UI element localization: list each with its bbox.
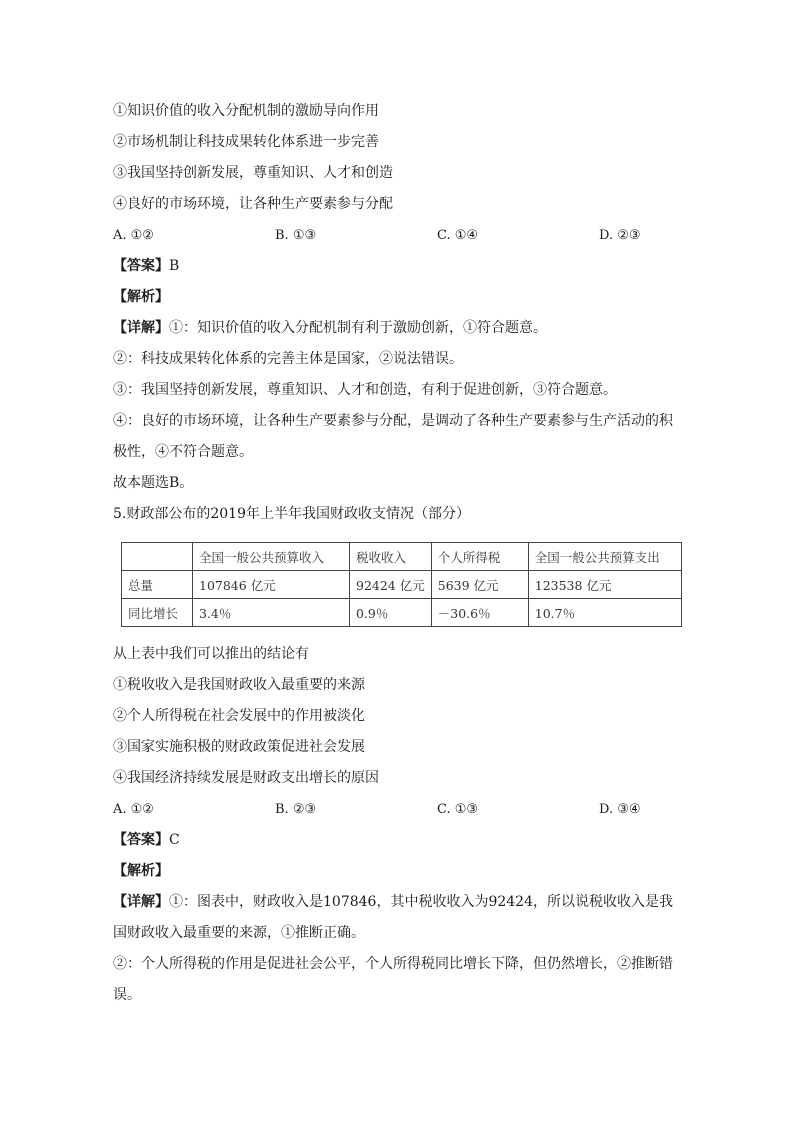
table-row [122, 571, 682, 599]
q4-detail-4: ④：良好的市场环境，让各种生产要素参与分配，是调动了各种生产要素参与生产活动的积极性，④不符合题意。 [113, 413, 673, 460]
table-cell: 10.7％ [528, 599, 681, 627]
document-page [113, 96, 683, 1011]
q4-answer-value: B [169, 258, 180, 274]
table-header-row [122, 543, 682, 571]
table-cell: 0.9％ [350, 599, 432, 627]
q5-statement-2: ②个人所得税在社会发展中的作用被淡化 [113, 708, 365, 724]
q4-detail-2: ②：科技成果转化体系的完善主体是国家，②说法错误。 [113, 351, 463, 367]
q5-option-c: C. ①③ [437, 802, 479, 817]
table-header-cell: 全国一般公共预算收入 [193, 543, 350, 571]
q5-answer [113, 825, 683, 856]
q5-detail-1 [113, 887, 683, 949]
q4-detail-3: ③：我国坚持创新发展，尊重知识、人才和创造，有利于促进创新，③符合题意。 [113, 382, 617, 398]
q5-option-b: B. ②③ [275, 802, 317, 817]
table-cell: 5639 亿元 [431, 571, 528, 599]
q4-option-c: C. ①④ [437, 228, 479, 243]
q5-option-d: D. ③④ [599, 802, 641, 817]
q4-detail-1 [113, 313, 683, 344]
fiscal-table [121, 542, 682, 627]
table-header-cell: 个人所得税 [431, 543, 528, 571]
q5-analysis-heading [113, 856, 683, 887]
q5-detail-2: ②：个人所得税的作用是促进社会公平，个人所得税同比增长下降，但仍然增长，②推断错误。 [113, 956, 673, 1003]
q5-statement-1: ①税收收入是我国财政收入最重要的来源 [113, 677, 365, 693]
q5-option-a: A. ①② [113, 802, 154, 817]
q5-prompt: 从上表中我们可以推出的结论有 [113, 646, 309, 662]
table-cell: －30.6％ [431, 599, 528, 627]
q5-detail-tag: 【详解】 [113, 894, 169, 910]
table-header-cell: 全国一般公共预算支出 [528, 543, 681, 571]
table-header-cell [122, 543, 193, 571]
q4-option-a: A. ①② [113, 228, 154, 243]
q4-statement-2: ②市场机制让科技成果转化体系进一步完善 [113, 134, 379, 150]
q5-analysis-tag: 【解析】 [113, 863, 169, 879]
q4-answer [113, 251, 683, 282]
q5-statement-3: ③国家实施积极的财政政策促进社会发展 [113, 739, 365, 755]
q4-option-b: B. ①③ [275, 228, 317, 243]
q5-detail-1-text: ①：图表中，财政收入是107846，其中税收收入为92424，所以说税收收入是我国财政收入最重要的来源，①推断正确。 [113, 894, 673, 941]
table-cell: 123538 亿元 [528, 571, 681, 599]
q4-options [113, 220, 683, 251]
table-cell: 92424 亿元 [350, 571, 432, 599]
table-header-cell: 税收收入 [350, 543, 432, 571]
table-cell: 总量 [122, 571, 193, 599]
q5-answer-tag: 【答案】 [113, 832, 169, 848]
table-cell: 同比增长 [122, 599, 193, 627]
q4-analysis-heading [113, 282, 683, 313]
q4-option-d: D. ②③ [599, 228, 641, 243]
q4-answer-tag: 【答案】 [113, 258, 169, 274]
q5-stem: 5.财政部公布的2019年上半年我国财政收支情况（部分） [113, 506, 470, 522]
q5-answer-value: C [169, 832, 180, 848]
q4-detail-1-text: ①：知识价值的收入分配机制有利于激励创新，①符合题意。 [169, 320, 547, 336]
q5-statement-4: ④我国经济持续发展是财政支出增长的原因 [113, 770, 379, 786]
table-row [122, 599, 682, 627]
q4-conclusion: 故本题选B。 [113, 475, 194, 491]
q4-statement-1: ①知识价值的收入分配机制的激励导向作用 [113, 103, 379, 119]
q4-detail-tag: 【详解】 [113, 320, 169, 336]
q4-analysis-tag: 【解析】 [113, 289, 169, 305]
table-cell: 3.4％ [193, 599, 350, 627]
table-cell: 107846 亿元 [193, 571, 350, 599]
q5-options [113, 794, 683, 825]
q4-statement-4: ④良好的市场环境，让各种生产要素参与分配 [113, 196, 393, 212]
q4-statement-3: ③我国坚持创新发展，尊重知识、人才和创造 [113, 165, 393, 181]
